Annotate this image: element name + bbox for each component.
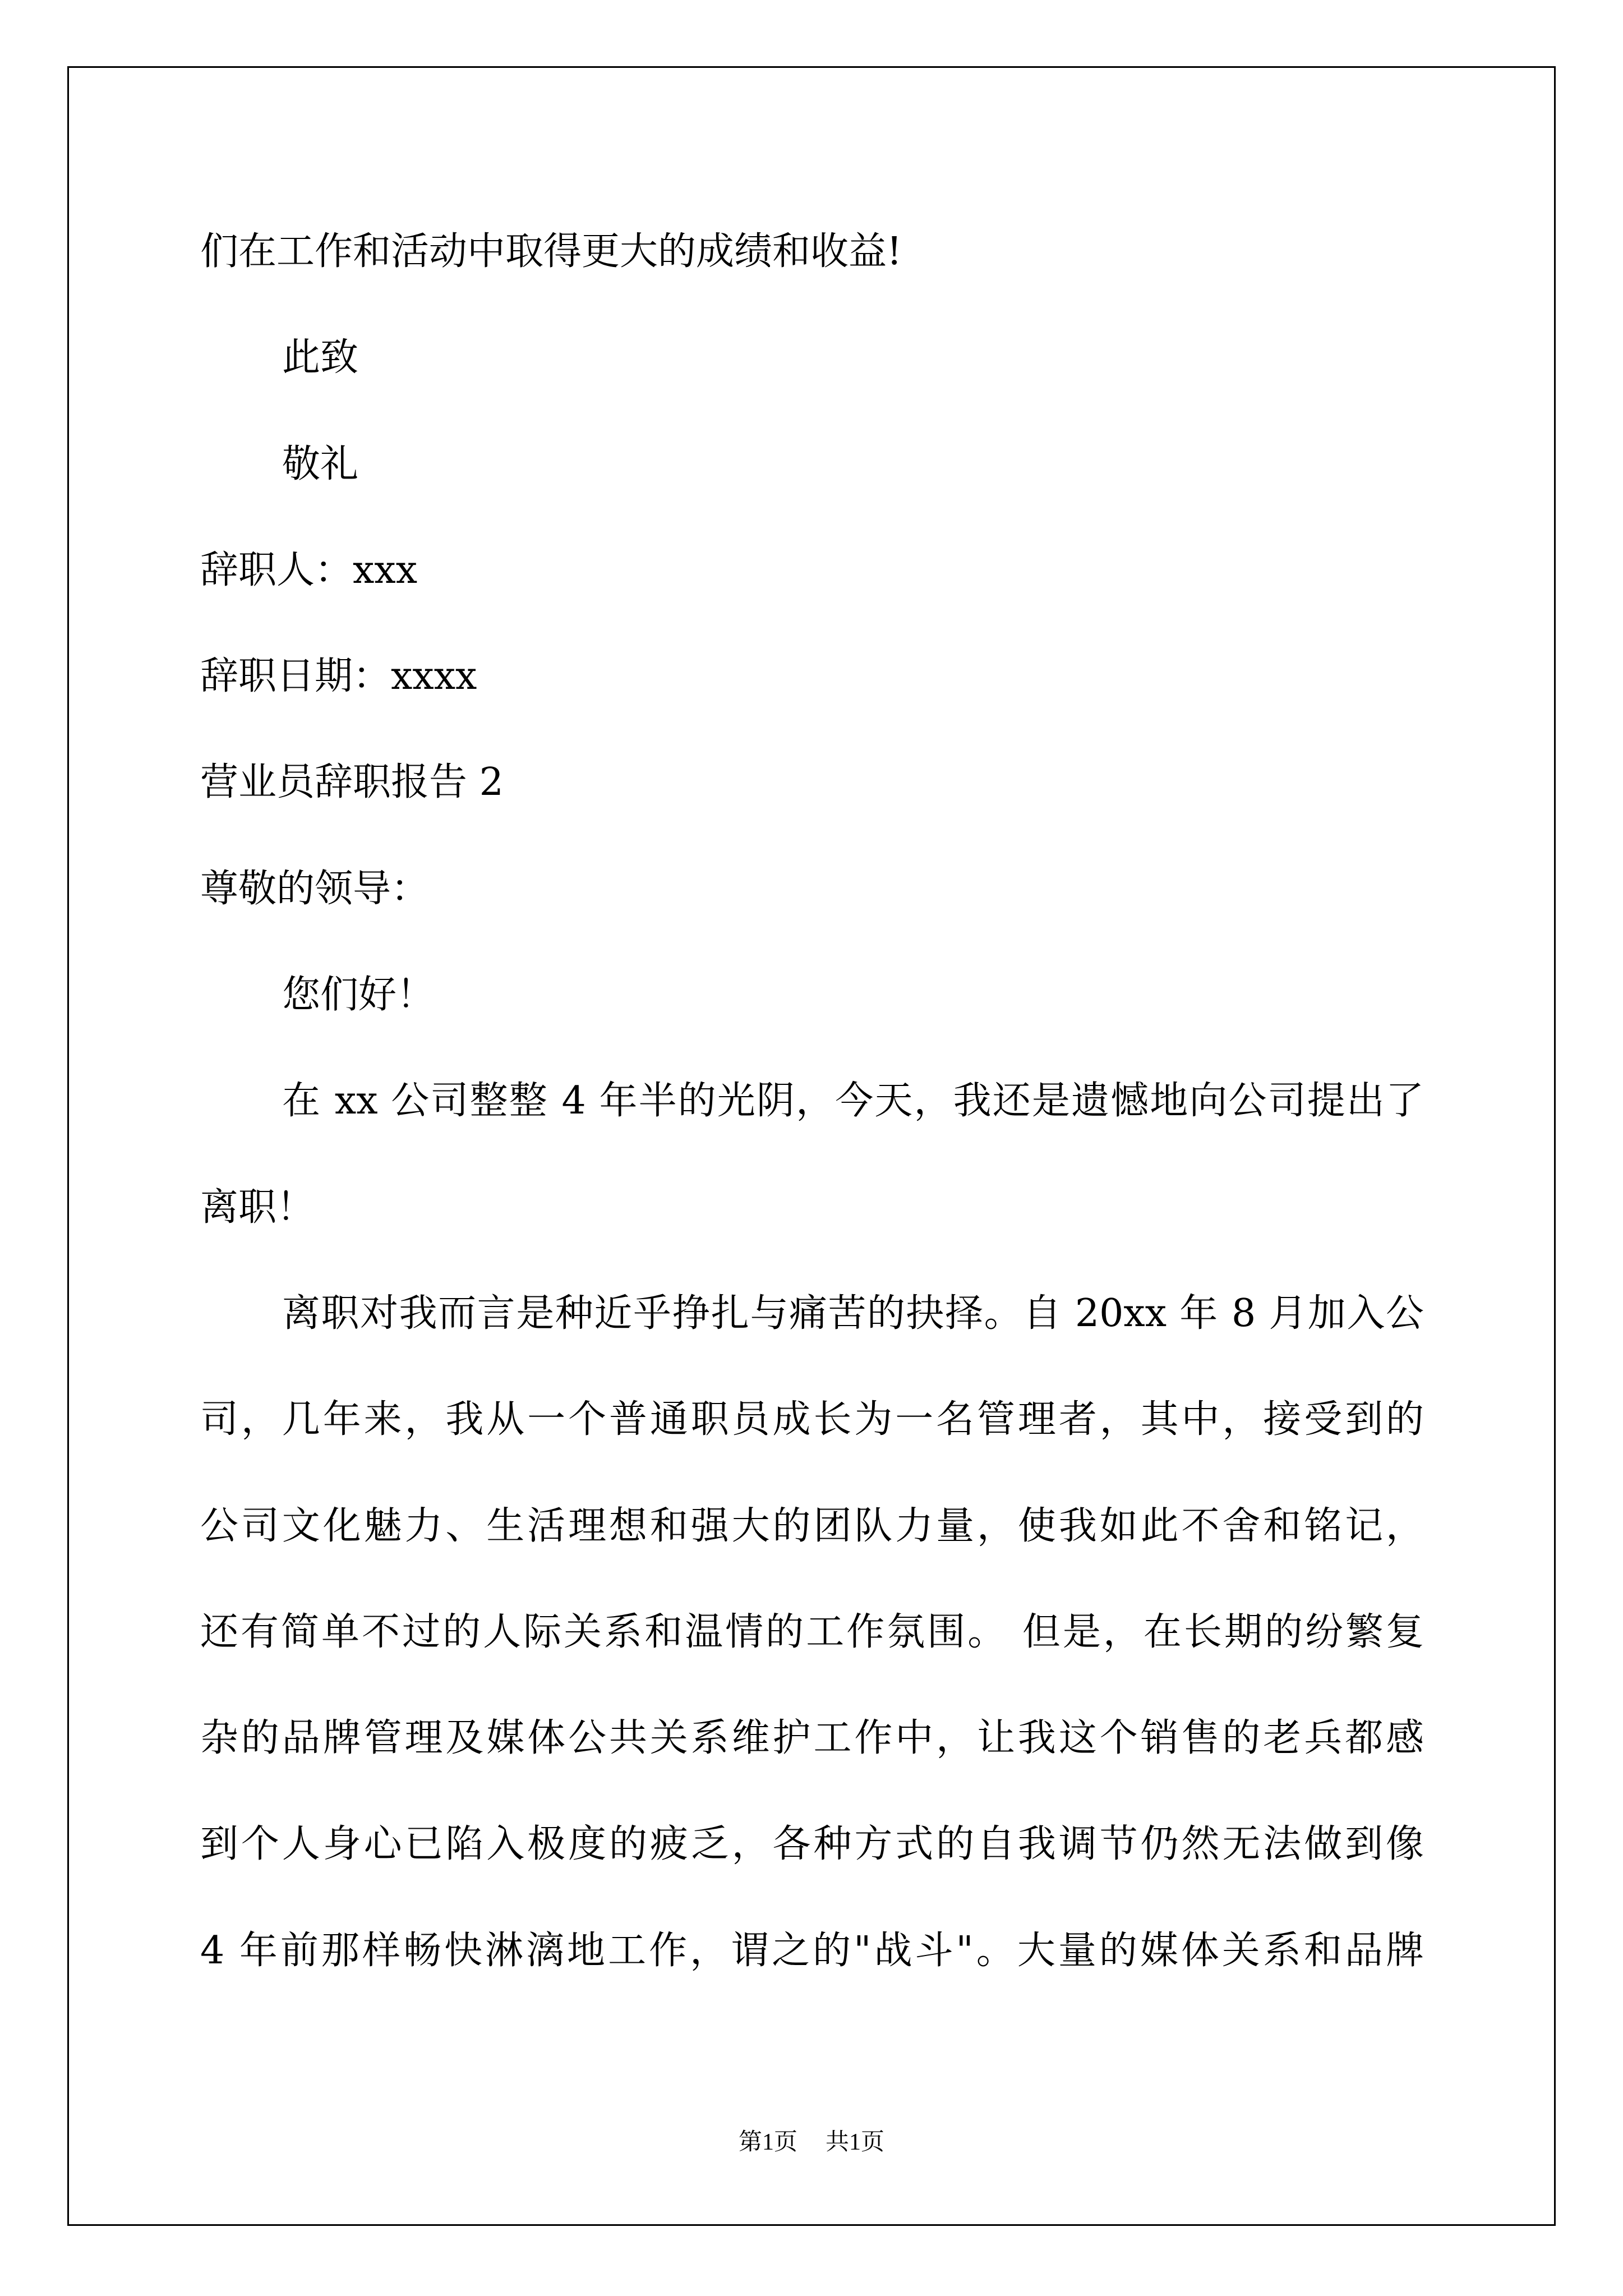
- paragraph-line: 在 xx 公司整整 4 年半的光阴，今天，我还是遗憾地向公司提出了: [282, 1079, 1424, 1124]
- paragraph-line: 杂的品牌管理及媒体公共关系维护工作中，让我这个销售的老兵都感: [200, 1716, 1424, 1761]
- paragraph-line: 4 年前那样畅快淋漓地工作，谓之的"战斗"。大量的媒体关系和品牌: [200, 1928, 1424, 1973]
- paragraph: [200, 1048, 1424, 1260]
- paragraph-line: 到个人身心已陷入极度的疲乏，各种方式的自我调节仍然无法做到像: [200, 1822, 1424, 1867]
- paragraph-line: 离职！: [200, 1185, 315, 1230]
- paragraph-line: 公司文化魅力、生活理想和强大的团队力量，使我如此不舍和铭记，: [200, 1503, 1424, 1548]
- paragraph-line: 司，几年来，我从一个普通职员成长为一名管理者，其中，接受到的: [200, 1397, 1424, 1442]
- paragraph-line: 还有简单不过的人际关系和温情的工作氛围。 但是，在长期的纷繁复: [200, 1609, 1424, 1654]
- page-footer: [0, 2127, 1623, 2157]
- page-total: 共1页: [826, 2129, 885, 2155]
- paragraph-line: 离职对我而言是种近乎挣扎与痛苦的抉择。自 20xx 年 8 月加入公: [282, 1291, 1424, 1336]
- salutation: 尊敬的领导：: [200, 866, 430, 911]
- document-body: [200, 199, 1424, 2004]
- sign-off-cizhi: 此致: [282, 335, 359, 380]
- resigner-name: 辞职人：xxx: [200, 547, 418, 592]
- page-number: 第1页: [738, 2129, 797, 2155]
- sign-off-jingli: 敬礼: [282, 441, 359, 486]
- letter-closing-line: 们在工作和活动中取得更大的成绩和收益!: [200, 229, 902, 274]
- resignation-date: 辞职日期：xxxx: [200, 654, 477, 699]
- greeting: 您们好！: [282, 973, 435, 1018]
- paragraph: [200, 1260, 1424, 2004]
- report-title: 营业员辞职报告 2: [200, 760, 504, 805]
